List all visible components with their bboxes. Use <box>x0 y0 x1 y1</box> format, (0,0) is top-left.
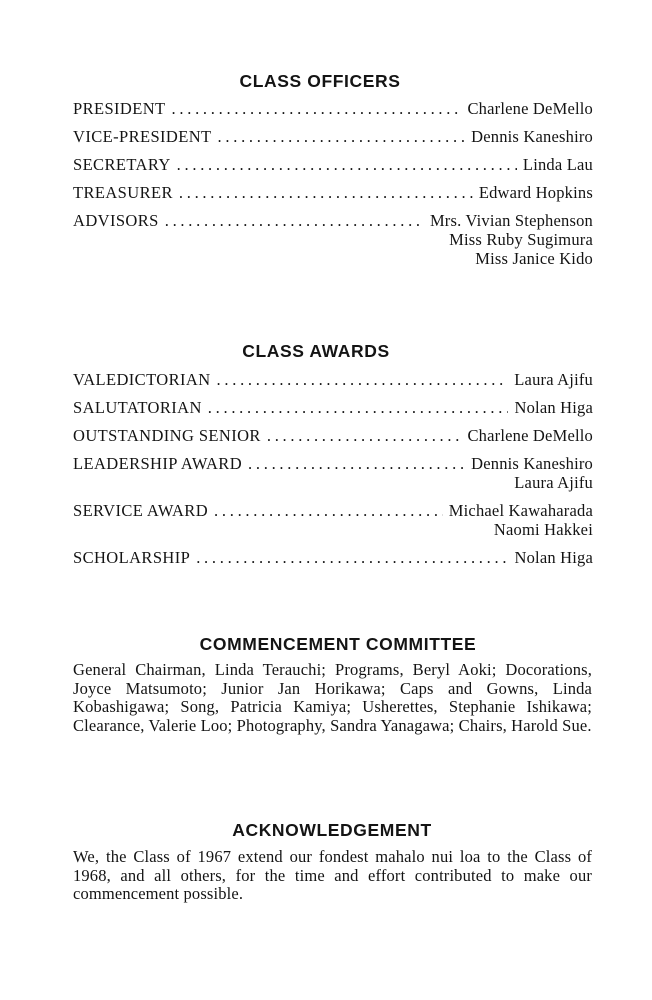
officer-name: Linda Lau <box>522 155 593 174</box>
officer-entry <box>73 99 593 118</box>
officer-name: Charlene DeMello <box>467 99 593 118</box>
award-entry <box>73 370 593 389</box>
commencement-committee-heading: COMMENCEMENT COMMITTEE <box>199 634 477 654</box>
dot-leader <box>267 426 462 445</box>
class-awards-heading: CLASS AWARDS <box>242 341 390 361</box>
dot-leader <box>165 211 424 230</box>
class-officers-heading: CLASS OFFICERS <box>239 71 401 91</box>
acknowledgement-heading: ACKNOWLEDGEMENT <box>232 820 432 840</box>
award-recipient: Nolan Higa <box>514 398 593 417</box>
dot-leader <box>208 398 509 417</box>
dot-leader <box>217 370 509 389</box>
acknowledgement-paragraph: We, the Class of 1967 extend our fondest mahalo nui loa to the Class of 1968, and all others, for the time and effort contributed to make our commencement possible. <box>73 847 592 904</box>
award-recipient: Naomi Hakkei <box>493 520 593 539</box>
award-recipient: Michael Kawaharada <box>448 501 593 520</box>
award-entry <box>73 426 593 445</box>
award-entry <box>73 548 593 567</box>
officer-name: Dennis Kaneshiro <box>471 127 593 146</box>
officer-name: Miss Ruby Sugimura <box>449 230 593 249</box>
dot-leader <box>177 155 517 174</box>
award-title: SERVICE AWARD <box>73 501 209 520</box>
officer-title: PRESIDENT <box>73 99 166 118</box>
committee-paragraph: General Chairman, Linda Terauchi; Programs, Beryl Aoki; Docorations, Joyce Matsumoto; Junior Jan Horikawa; Caps and Gowns, Linda Kobashigawa; Song, Patricia Kamiya; Usherettes, Stephanie Ishikawa; Clearance, Valerie Loo; Photography, Sandra Yanagawa; Chairs, Harold Sue. <box>73 660 592 735</box>
award-entry <box>73 501 593 539</box>
officer-entry <box>73 211 593 268</box>
dot-leader <box>172 99 462 118</box>
award-recipient: Dennis Kaneshiro <box>471 454 593 473</box>
award-entry <box>73 454 593 492</box>
award-title: VALEDICTORIAN <box>73 370 211 389</box>
award-title: SALUTATORIAN <box>73 398 202 417</box>
officer-entry <box>73 183 593 202</box>
officer-title: TREASURER <box>73 183 173 202</box>
dot-leader <box>218 127 466 146</box>
officer-entry <box>73 155 593 174</box>
award-recipient: Charlene DeMello <box>467 426 593 445</box>
dot-leader <box>196 548 508 567</box>
officer-title: ADVISORS <box>73 211 159 230</box>
officer-title: VICE-PRESIDENT <box>73 127 212 146</box>
award-title: LEADERSHIP AWARD <box>73 454 243 473</box>
award-title: OUTSTANDING SENIOR <box>73 426 261 445</box>
dot-leader <box>214 501 443 520</box>
officer-entry <box>73 127 593 146</box>
award-title: SCHOLARSHIP <box>73 548 191 567</box>
award-recipient: Laura Ajifu <box>514 473 593 492</box>
officer-name: Miss Janice Kido <box>475 249 593 268</box>
award-recipient: Laura Ajifu <box>514 370 593 389</box>
officer-title: SECRETARY <box>73 155 171 174</box>
award-entry <box>73 398 593 417</box>
officer-name: Mrs. Vivian Stephenson <box>429 211 593 230</box>
class-awards-list <box>73 370 593 567</box>
dot-leader <box>248 454 465 473</box>
class-officers-list <box>73 99 593 268</box>
officer-name: Edward Hopkins <box>478 183 593 202</box>
dot-leader <box>179 183 473 202</box>
award-recipient: Nolan Higa <box>514 548 593 567</box>
